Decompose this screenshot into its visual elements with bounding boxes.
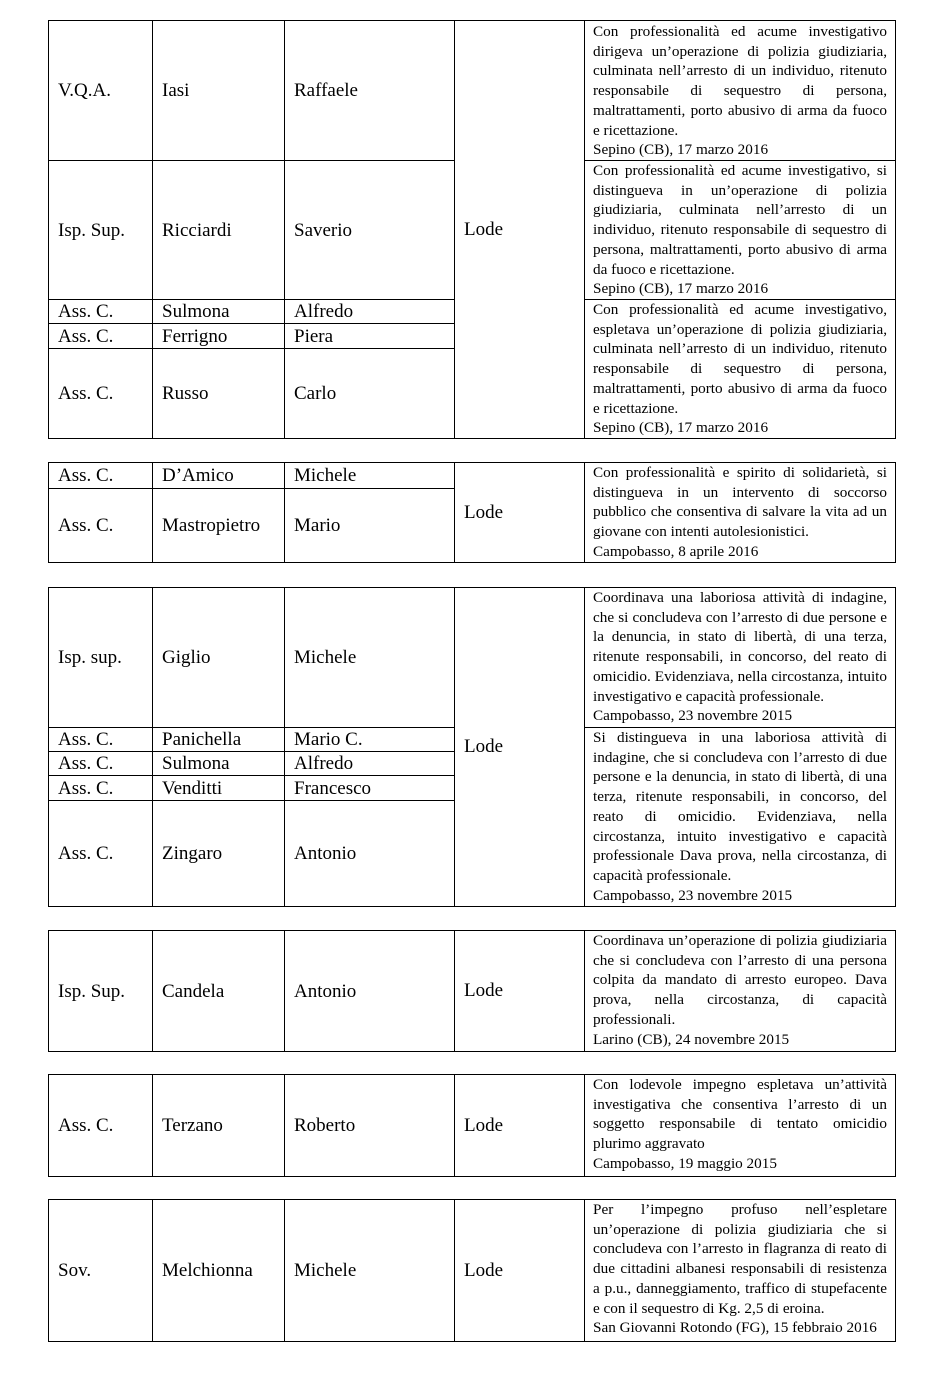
surname-cell: D’Amico — [153, 463, 285, 489]
rank-cell: Ass. C. — [49, 463, 153, 489]
surname-cell: Terzano — [153, 1075, 285, 1177]
name-cell: Mario — [285, 489, 455, 563]
rank-cell: Sov. — [49, 1200, 153, 1342]
motivation-cell — [585, 463, 896, 563]
name-cell: Antonio — [285, 801, 455, 907]
award-table-5 — [48, 1074, 896, 1177]
name-cell: Alfredo — [285, 300, 455, 324]
name-cell: Saverio — [285, 161, 455, 300]
surname-cell: Sulmona — [153, 300, 285, 324]
motivation-cell — [585, 1200, 896, 1342]
motivation-cell — [585, 728, 896, 907]
motivation-place: Sepino (CB), 17 marzo 2016 — [593, 419, 769, 437]
name-cell: Roberto — [285, 1075, 455, 1177]
surname-cell: Venditti — [153, 776, 285, 801]
name-cell: Michele — [285, 1200, 455, 1342]
motivation-place: Sepino (CB), 17 marzo 2016 — [593, 141, 769, 159]
surname-cell: Sulmona — [153, 752, 285, 776]
motivation-cell — [585, 588, 896, 728]
motivation-place: Campobasso, 23 novembre 2015 — [593, 707, 793, 725]
motivation-text: Coordinava una laboriosa attività di indagine, che si concludeva con l’arresto di due persone e la denuncia, in stato di libertà, di una terza, ritenute responsabili, in concorso, del reato di omicidio. Evidenziava, nella circostanza, intuito investigativo e capacità professionale. — [593, 589, 887, 705]
motivation-cell — [585, 300, 896, 439]
motivation-place: Sepino (CB), 17 marzo 2016 — [593, 280, 769, 298]
name-cell: Mario C. — [285, 728, 455, 752]
rank-cell: Ass. C. — [49, 349, 153, 439]
rank-cell: Ass. C. — [49, 776, 153, 801]
award-table-4 — [48, 930, 896, 1052]
rank-cell: Ass. C. — [49, 300, 153, 324]
motivation-place: Campobasso, 8 aprile 2016 — [593, 542, 759, 560]
name-cell: Michele — [285, 588, 455, 728]
award-cell: Lode — [455, 588, 585, 907]
surname-cell: Mastropietro — [153, 489, 285, 563]
award-table-3 — [48, 587, 896, 907]
name-cell: Piera — [285, 324, 455, 349]
name-cell: Michele — [285, 463, 455, 489]
rank-cell: Isp. Sup. — [49, 161, 153, 300]
award-cell: Lode — [455, 1200, 585, 1342]
award-table-2 — [48, 462, 896, 563]
surname-cell: Giglio — [153, 588, 285, 728]
surname-cell: Iasi — [153, 21, 285, 161]
motivation-text: Per l’impegno profuso nell’espletare un’operazione di polizia giudiziaria che si concludeva con l’arresto in flagranza di reato di due cittadini albanesi responsabili di resistenza a p.u., danneggiamento, traffico di stupefacente e con il sequestro di Kg. 2,5 di eroina. — [593, 1201, 887, 1317]
motivation-cell — [585, 931, 896, 1052]
name-cell: Antonio — [285, 931, 455, 1052]
award-cell: Lode — [455, 21, 585, 439]
name-cell: Alfredo — [285, 752, 455, 776]
motivation-text: Con lodevole impegno espletava un’attività investigativa che consentiva l’arresto di un soggetto responsabile di tentato omicidio plurimo aggravato — [593, 1076, 887, 1153]
surname-cell: Russo — [153, 349, 285, 439]
motivation-text: Con professionalità ed acume investigativo dirigeva un’operazione di polizia giudiziaria, culminata nell’arresto di un individuo, ritenuto responsabile di sequestro di persona, maltrattamenti, porto abusivo di arma da fuoco e ricettazione. — [593, 23, 887, 139]
name-cell: Francesco — [285, 776, 455, 801]
surname-cell: Ricciardi — [153, 161, 285, 300]
rank-cell: Ass. C. — [49, 728, 153, 752]
motivation-text: Coordinava un’operazione di polizia giudiziaria che si concludeva con l’arresto di una persona colpita da mandato di arresto europeo. Dava prova, nella circostanza, di capacità professionali. — [593, 932, 887, 1028]
rank-cell: V.Q.A. — [49, 21, 153, 161]
surname-cell: Ferrigno — [153, 324, 285, 349]
motivation-place: Larino (CB), 24 novembre 2015 — [593, 1030, 790, 1048]
motivation-cell — [585, 21, 896, 161]
surname-cell: Melchionna — [153, 1200, 285, 1342]
rank-cell: Ass. C. — [49, 489, 153, 563]
award-cell: Lode — [455, 463, 585, 563]
motivation-text: Con professionalità ed acume investigativo, espletava un’operazione di polizia giudiziaria, culminata nell’arresto di un individuo, ritenuto responsabile di sequestro di persona, maltrattamenti, porto abusivo di arma da fuoco e ricettazione. — [593, 301, 887, 417]
award-table-6 — [48, 1199, 896, 1342]
motivation-cell — [585, 1075, 896, 1177]
motivation-place: Campobasso, 23 novembre 2015 — [593, 886, 793, 904]
rank-cell: Isp. sup. — [49, 588, 153, 728]
award-cell: Lode — [455, 1075, 585, 1177]
rank-cell: Ass. C. — [49, 1075, 153, 1177]
motivation-place: San Giovanni Rotondo (FG), 15 febbraio 2016 — [593, 1319, 877, 1337]
rank-cell: Ass. C. — [49, 324, 153, 349]
rank-cell: Ass. C. — [49, 801, 153, 907]
motivation-text: Si distingueva in una laboriosa attività di indagine, che si concludeva con l’arresto di due persone e la denuncia, in stato di libertà, di una terza, ritenute responsabili, in concorso, del reato di omicidio. Evidenziava, nella circostanza, intuito investigativo e capacità professionale Dava prova, nella circostanza, di capacità professionale. — [593, 729, 887, 884]
award-cell: Lode — [455, 931, 585, 1052]
surname-cell: Zingaro — [153, 801, 285, 907]
surname-cell: Candela — [153, 931, 285, 1052]
name-cell: Carlo — [285, 349, 455, 439]
motivation-text: Con professionalità e spirito di solidarietà, si distingueva in un intervento di soccorso pubblico che consentiva di salvare la vita ad un giovane con intenti autolesionistici. — [593, 464, 887, 541]
motivation-text: Con professionalità ed acume investigativo, si distingueva in un’operazione di polizia giudiziaria, culminata nell’arresto di un individuo, ritenuto responsabile di sequestro di persona, maltrattamenti, porto abusivo di arma da fuoco e ricettazione. — [593, 162, 887, 278]
motivation-cell — [585, 161, 896, 300]
award-table-1 — [48, 20, 896, 439]
surname-cell: Panichella — [153, 728, 285, 752]
rank-cell: Isp. Sup. — [49, 931, 153, 1052]
rank-cell: Ass. C. — [49, 752, 153, 776]
motivation-place: Campobasso, 19 maggio 2015 — [593, 1154, 777, 1172]
name-cell: Raffaele — [285, 21, 455, 161]
